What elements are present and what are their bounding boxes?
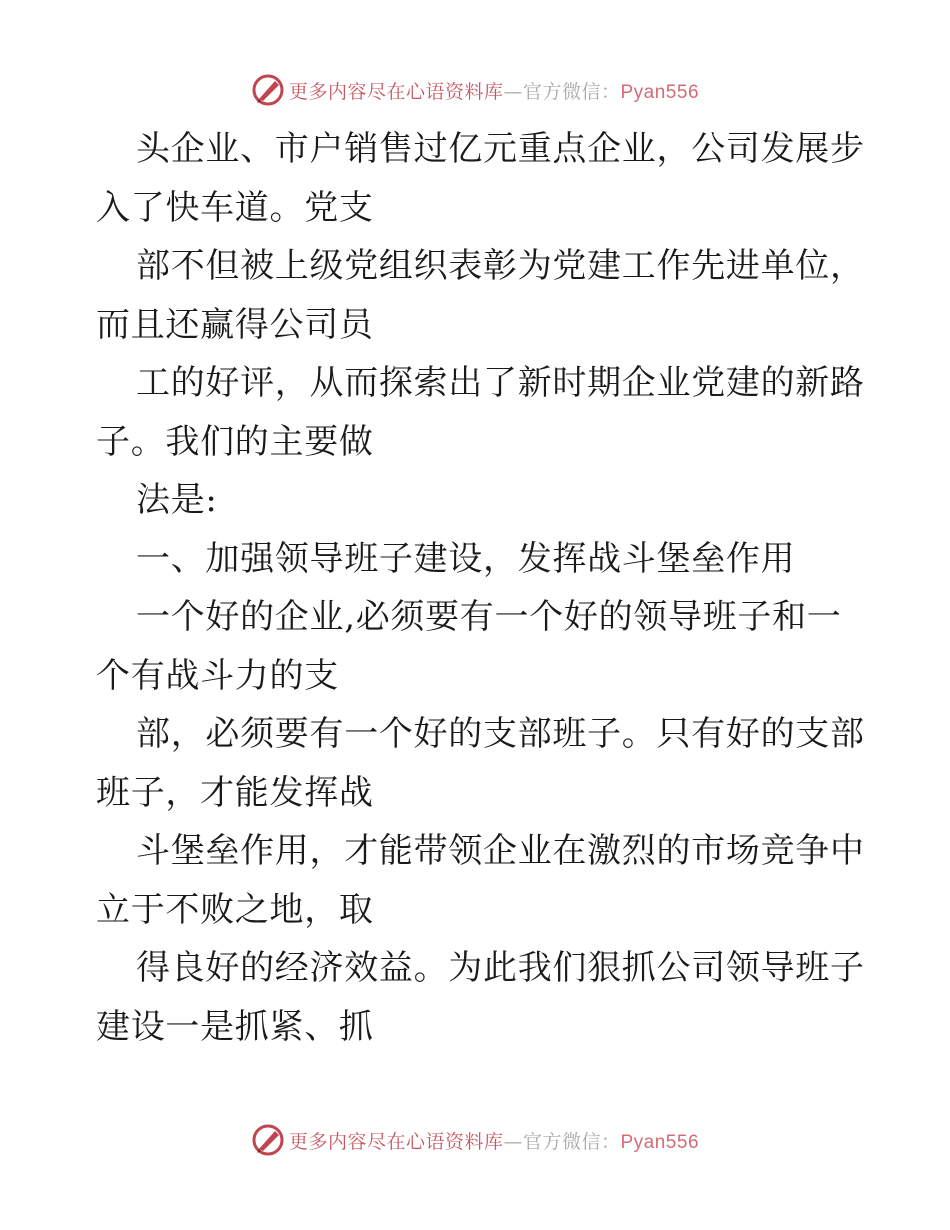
document-body [96, 120, 865, 1056]
text-line: 得良好的经济效益。为此我们狠抓公司领导班子 [136, 948, 865, 988]
text-line: 头企业、市户销售过亿元重点企业，公司发展步 [136, 129, 865, 169]
banner-wechat-id: Pyan556 [620, 81, 700, 103]
text-line: 建设一是抓紧、抓 [96, 1006, 374, 1047]
logo-icon [251, 1123, 285, 1157]
text-line: 班子，才能发挥战 [96, 772, 374, 813]
text-line: 工的好评，从而探索出了新时期企业党建的新路 [136, 363, 865, 403]
text-line: 部，必须要有一个好的支部班子。只有好的支部 [136, 714, 865, 754]
logo-icon [251, 73, 285, 107]
banner-dash: — [503, 80, 523, 103]
section-heading: 一、加强领导班子建设，发挥战斗堡垒作用 [136, 538, 796, 579]
text-line: 而且还赢得公司员 [96, 304, 374, 345]
text-line: 入了快车道。党支 [96, 187, 374, 228]
banner-title: 更多内容尽在心语资料库 [288, 1130, 504, 1153]
text-line: 部不但被上级党组织表彰为党建工作先进单位， [136, 246, 865, 286]
text-line: 立于不败之地，取 [96, 889, 374, 930]
banner-official: 官方微信： [522, 1130, 621, 1153]
banner-dash: — [503, 1130, 523, 1153]
header-banner [0, 72, 950, 108]
text-line: 个有战斗力的支 [96, 655, 339, 696]
text-line: 一个好的企业,必须要有一个好的领导班子和一 [136, 597, 842, 637]
footer-banner [0, 1122, 950, 1158]
text-line: 法是: [136, 480, 218, 520]
text-line: 斗堡垒作用，才能带领企业在激烈的市场竞争中 [136, 831, 865, 871]
banner-title: 更多内容尽在心语资料库 [288, 80, 504, 103]
banner-wechat-id: Pyan556 [620, 1131, 700, 1153]
banner-official: 官方微信： [522, 80, 621, 103]
text-line: 子。我们的主要做 [96, 421, 374, 462]
